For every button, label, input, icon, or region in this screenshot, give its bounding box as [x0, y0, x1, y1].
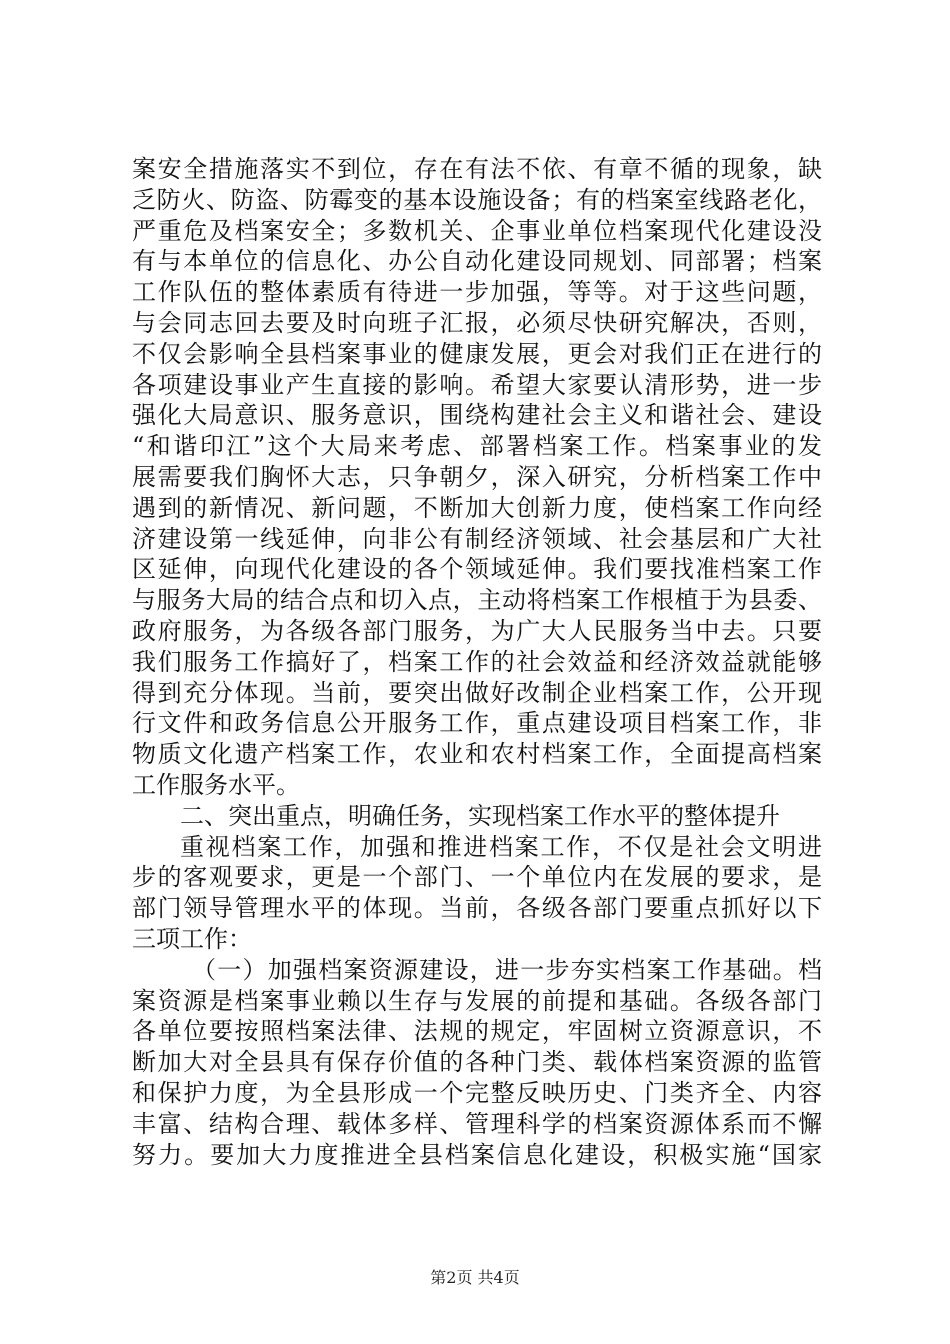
text-line: 努力。要加大力度推进全县档案信息化建设，积极实施“国家 — [132, 1140, 822, 1169]
text-line: 行文件和政务信息公开服务工作，重点建设项目档案工作，非 — [132, 709, 822, 738]
text-line: 各项建设事业产生直接的影响。希望大家要认清形势，进一步 — [132, 370, 822, 399]
text-line: 工作服务水平。 — [132, 770, 300, 799]
text-line: 遇到的新情况、新问题，不断加大创新力度，使档案工作向经 — [132, 493, 822, 522]
text-line: 步的客观要求，更是一个部门、一个单位内在发展的要求，是 — [132, 863, 822, 892]
section-heading: 二、突出重点，明确任务，实现档案工作水平的整体提升 — [180, 801, 780, 830]
text-line: 济建设第一线延伸，向非公有制经济领域、社会基层和广大社 — [132, 524, 822, 553]
text-line: 展需要我们胸怀大志，只争朝夕，深入研究，分析档案工作中 — [132, 462, 822, 491]
text-line: 与服务大局的结合点和切入点，主动将档案工作根植于为县委、 — [132, 586, 822, 615]
text-line: 三项工作： — [132, 924, 252, 953]
text-line: 强化大局意识、服务意识，围绕构建社会主义和谐社会、建设 — [132, 401, 822, 430]
text-line: 部门领导管理水平的体现。当前，各级各部门要重点抓好以下 — [132, 894, 822, 923]
page-footer — [0, 1268, 950, 1288]
text-line: 我们服务工作搞好了，档案工作的社会效益和经济效益就能够 — [132, 647, 822, 676]
page-number-label: 第2页 共4页 — [430, 1268, 520, 1287]
text-line: 重视档案工作，加强和推进档案工作，不仅是社会文明进 — [180, 832, 822, 861]
document-body — [132, 154, 822, 1170]
text-line: 工作队伍的整体素质有待进一步加强，等等。对于这些问题， — [132, 278, 822, 307]
text-line: 案资源是档案事业赖以生存与发展的前提和基础。各级各部门 — [132, 986, 822, 1015]
text-line: 严重危及档案安全；多数机关、企事业单位档案现代化建设没 — [132, 216, 822, 245]
text-line: “和谐印江”这个大局来考虑、部署档案工作。档案事业的发 — [132, 432, 822, 461]
text-line: 不仅会影响全县档案事业的健康发展，更会对我们正在进行的 — [132, 339, 822, 368]
text-line: 区延伸，向现代化建设的各个领域延伸。我们要找准档案工作 — [132, 555, 822, 584]
text-line: 丰富、结构合理、载体多样、管理科学的档案资源体系而不懈 — [132, 1109, 822, 1138]
text-line: 断加大对全县具有保存价值的各种门类、载体档案资源的监管 — [132, 1048, 822, 1077]
text-line: 得到充分体现。当前，要突出做好改制企业档案工作，公开现 — [132, 678, 822, 707]
text-line: 有与本单位的信息化、办公自动化建设同规划、同部署；档案 — [132, 247, 822, 276]
text-line: 乏防火、防盗、防霉变的基本设施设备；有的档案室线路老化， — [132, 185, 822, 214]
text-line: 与会同志回去要及时向班子汇报，必须尽快研究解决，否则， — [132, 308, 822, 337]
text-line: 政府服务，为各级各部门服务，为广大人民服务当中去。只要 — [132, 616, 822, 645]
text-line: 各单位要按照档案法律、法规的规定，牢固树立资源意识，不 — [132, 1017, 822, 1046]
text-line: 物质文化遗产档案工作，农业和农村档案工作，全面提高档案 — [132, 740, 822, 769]
text-line: 和保护力度，为全县形成一个完整反映历史、门类齐全、内容 — [132, 1078, 822, 1107]
text-line: 案安全措施落实不到位，存在有法不依、有章不循的现象，缺 — [132, 155, 822, 183]
subsection-heading: （一）加强档案资源建设，进一步夯实档案工作基础。档 — [192, 955, 822, 984]
